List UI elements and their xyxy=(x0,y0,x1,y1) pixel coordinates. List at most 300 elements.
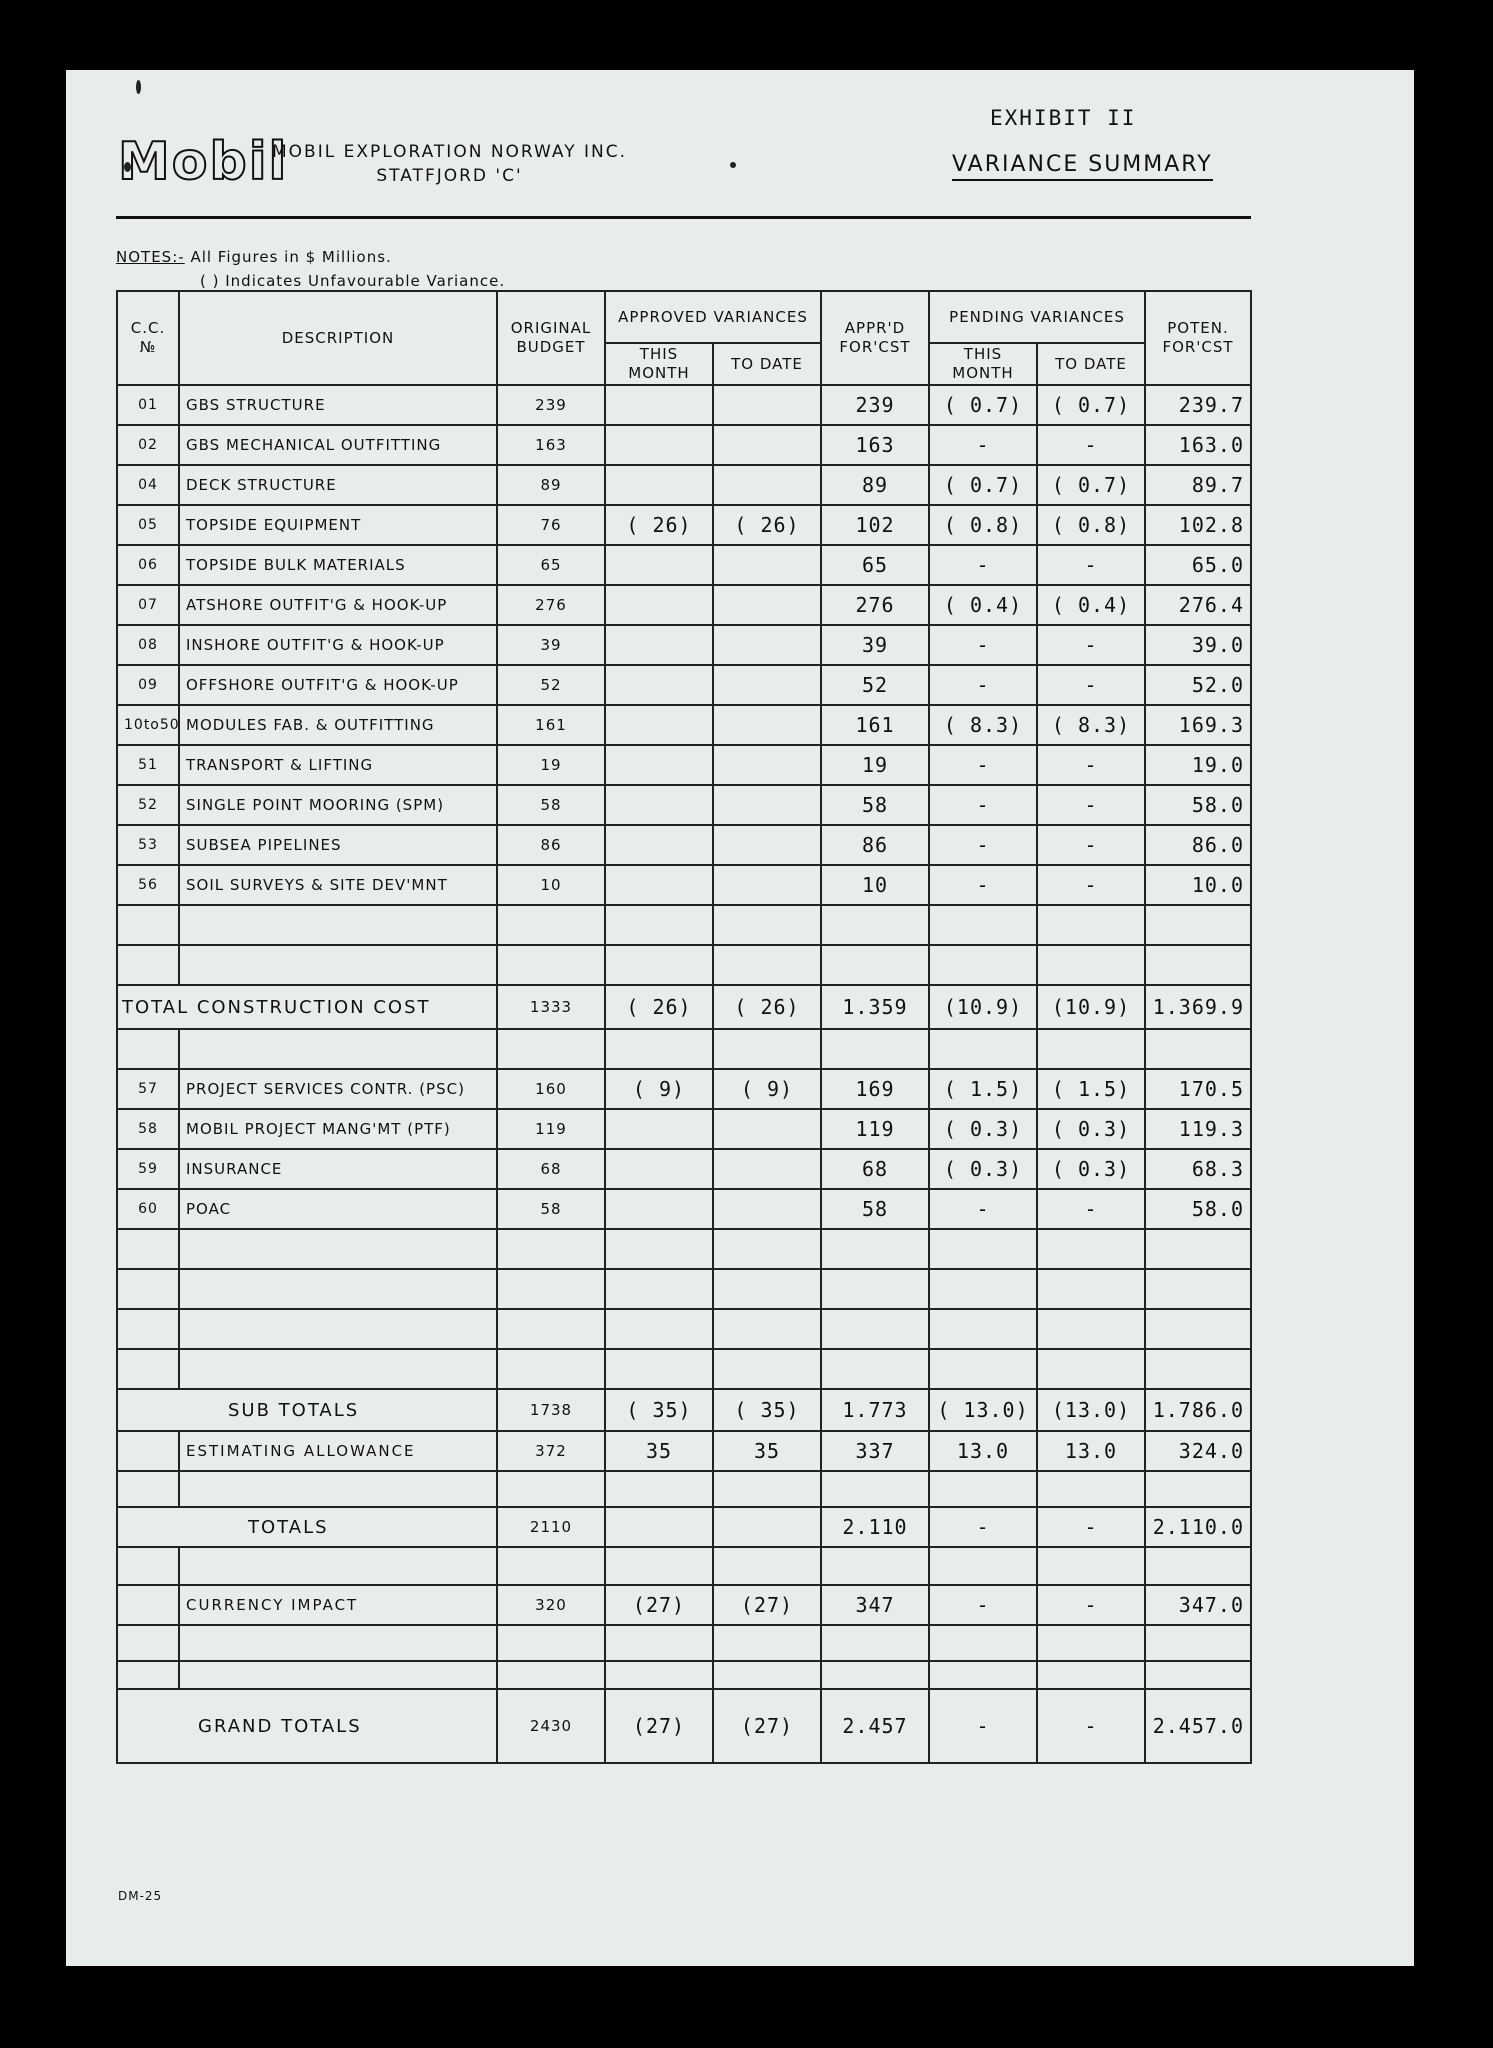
approved-to-date xyxy=(713,1269,821,1309)
pending-this-month: - xyxy=(929,825,1037,865)
document-title: VARIANCE SUMMARY xyxy=(952,152,1213,181)
pending-this-month: ( 0.8) xyxy=(929,505,1037,545)
original-budget: 1738 xyxy=(497,1389,605,1431)
pending-to-date: ( 0.7) xyxy=(1037,465,1145,505)
pending-to-date: - xyxy=(1037,625,1145,665)
blank-cell xyxy=(821,1547,929,1585)
blank-cell xyxy=(929,1625,1037,1661)
approved-this-month xyxy=(605,865,713,905)
apprd-forcst xyxy=(821,1229,929,1269)
pending-this-month: - xyxy=(929,1507,1037,1547)
blank-cell xyxy=(929,1661,1037,1689)
pending-this-month: ( 0.7) xyxy=(929,465,1037,505)
original-budget: 10 xyxy=(497,865,605,905)
description: MODULES FAB. & OUTFITTING xyxy=(179,705,497,745)
apprd-forcst: 19 xyxy=(821,745,929,785)
blank-cell xyxy=(1145,1661,1251,1689)
blank-cell xyxy=(713,1547,821,1585)
poten-forcst: 2.110.0 xyxy=(1145,1507,1251,1547)
poten-forcst: 58.0 xyxy=(1145,785,1251,825)
poten-forcst: 10.0 xyxy=(1145,865,1251,905)
exhibit-label: EXHIBIT II xyxy=(990,106,1137,130)
approved-this-month: (27) xyxy=(605,1689,713,1763)
apprd-forcst: 1.359 xyxy=(821,985,929,1029)
description: INSURANCE xyxy=(179,1149,497,1189)
original-budget: 39 xyxy=(497,625,605,665)
approved-to-date xyxy=(713,665,821,705)
description: GBS STRUCTURE xyxy=(179,385,497,425)
sub-totals-row-label: SUB TOTALS xyxy=(117,1389,497,1431)
pending-this-month: ( 0.4) xyxy=(929,585,1037,625)
original-budget: 163 xyxy=(497,425,605,465)
pending-this-month xyxy=(929,1269,1037,1309)
description: TRANSPORT & LIFTING xyxy=(179,745,497,785)
poten-forcst: 39.0 xyxy=(1145,625,1251,665)
pending-this-month: - xyxy=(929,1689,1037,1763)
pending-this-month: - xyxy=(929,1189,1037,1229)
table-row xyxy=(117,545,1251,585)
totals-row xyxy=(117,1507,1251,1547)
description: TOPSIDE EQUIPMENT xyxy=(179,505,497,545)
approved-to-date: ( 9) xyxy=(713,1069,821,1109)
approved-this-month: ( 9) xyxy=(605,1069,713,1109)
approved-to-date xyxy=(713,1109,821,1149)
table-row xyxy=(117,385,1251,425)
approved-to-date: (27) xyxy=(713,1689,821,1763)
original-budget: 52 xyxy=(497,665,605,705)
blank-cell xyxy=(117,1547,179,1585)
blank-cell xyxy=(605,1471,713,1507)
blank-cell xyxy=(821,1471,929,1507)
pending-to-date: - xyxy=(1037,1689,1145,1763)
blank-cell xyxy=(713,1471,821,1507)
pending-to-date: ( 0.3) xyxy=(1037,1149,1145,1189)
apprd-forcst xyxy=(821,1269,929,1309)
approved-this-month xyxy=(605,945,713,985)
approved-this-month xyxy=(605,385,713,425)
apprd-forcst: 10 xyxy=(821,865,929,905)
approved-this-month xyxy=(605,585,713,625)
col-av-to-date: TO DATE xyxy=(713,343,821,385)
pending-to-date: - xyxy=(1037,785,1145,825)
blank-cell xyxy=(117,1661,179,1689)
original-budget: 239 xyxy=(497,385,605,425)
poten-forcst: 163.0 xyxy=(1145,425,1251,465)
poten-forcst: 52.0 xyxy=(1145,665,1251,705)
apprd-forcst: 337 xyxy=(821,1431,929,1471)
blank-cell xyxy=(117,1471,179,1507)
cc-number xyxy=(117,1309,179,1349)
approved-this-month: ( 35) xyxy=(605,1389,713,1431)
cc-number: 53 xyxy=(117,825,179,865)
description: DECK STRUCTURE xyxy=(179,465,497,505)
cc-number: 56 xyxy=(117,865,179,905)
blank-cell xyxy=(713,1625,821,1661)
description: MOBIL PROJECT MANG'MT (PTF) xyxy=(179,1109,497,1149)
cc-number: 51 xyxy=(117,745,179,785)
pending-this-month: - xyxy=(929,665,1037,705)
approved-to-date xyxy=(713,705,821,745)
approved-to-date xyxy=(713,905,821,945)
apprd-forcst xyxy=(821,945,929,985)
grand-totals-row-label: GRAND TOTALS xyxy=(117,1689,497,1763)
approved-to-date: (27) xyxy=(713,1585,821,1625)
cc-number: 09 xyxy=(117,665,179,705)
pending-to-date: ( 8.3) xyxy=(1037,705,1145,745)
approved-to-date xyxy=(713,785,821,825)
cc-number xyxy=(117,1349,179,1389)
blank-cell xyxy=(117,1625,179,1661)
pending-to-date: - xyxy=(1037,745,1145,785)
variance-table xyxy=(116,290,1252,1764)
table-row xyxy=(117,625,1251,665)
cc-number: 08 xyxy=(117,625,179,665)
cc-number xyxy=(117,945,179,985)
original-budget: 76 xyxy=(497,505,605,545)
scan-speck xyxy=(136,80,141,94)
notes-line-2: ( ) Indicates Unfavourable Variance. xyxy=(200,272,506,290)
pending-this-month xyxy=(929,1309,1037,1349)
blank-cell xyxy=(1037,1661,1145,1689)
pending-this-month xyxy=(929,1349,1037,1389)
pending-to-date: ( 0.4) xyxy=(1037,585,1145,625)
approved-to-date: ( 26) xyxy=(713,505,821,545)
blank-cell xyxy=(1145,1625,1251,1661)
poten-forcst xyxy=(1145,1029,1251,1069)
sub-totals-row xyxy=(117,1389,1251,1431)
description: PROJECT SERVICES CONTR. (PSC) xyxy=(179,1069,497,1109)
cc-number: 59 xyxy=(117,1149,179,1189)
blank-cell xyxy=(1037,1625,1145,1661)
company-name: MOBIL EXPLORATION NORWAY INC. xyxy=(272,142,628,162)
approved-this-month xyxy=(605,785,713,825)
totals-row-label: TOTALS xyxy=(117,1507,497,1547)
description xyxy=(179,905,497,945)
total-construction-row-label: TOTAL CONSTRUCTION COST xyxy=(117,985,497,1029)
cc-number: 60 xyxy=(117,1189,179,1229)
table-row xyxy=(117,945,1251,985)
original-budget xyxy=(497,945,605,985)
col-pending-variances: PENDING VARIANCES xyxy=(929,291,1145,343)
blank-cell xyxy=(605,1547,713,1585)
currency-impact-row xyxy=(117,1585,1251,1625)
blank-cell xyxy=(929,1471,1037,1507)
original-budget: 19 xyxy=(497,745,605,785)
blank-row xyxy=(117,1661,1251,1689)
approved-to-date: ( 26) xyxy=(713,985,821,1029)
pending-to-date: ( 0.8) xyxy=(1037,505,1145,545)
approved-this-month: 35 xyxy=(605,1431,713,1471)
cc-number: 04 xyxy=(117,465,179,505)
poten-forcst: 65.0 xyxy=(1145,545,1251,585)
pending-this-month: ( 0.3) xyxy=(929,1149,1037,1189)
table-row xyxy=(117,825,1251,865)
blank-cell xyxy=(179,1471,497,1507)
blank-cell xyxy=(1037,1547,1145,1585)
description xyxy=(179,1229,497,1269)
blank-cell xyxy=(497,1547,605,1585)
approved-this-month xyxy=(605,665,713,705)
table-row xyxy=(117,1349,1251,1389)
blank-cell xyxy=(497,1625,605,1661)
apprd-forcst xyxy=(821,1309,929,1349)
poten-forcst xyxy=(1145,1269,1251,1309)
blank-cell xyxy=(1145,1471,1251,1507)
pending-to-date xyxy=(1037,1229,1145,1269)
apprd-forcst: 2.457 xyxy=(821,1689,929,1763)
pending-this-month: (10.9) xyxy=(929,985,1037,1029)
original-budget: 58 xyxy=(497,1189,605,1229)
description: INSHORE OUTFIT'G & HOOK-UP xyxy=(179,625,497,665)
original-budget xyxy=(497,1229,605,1269)
apprd-forcst: 119 xyxy=(821,1109,929,1149)
table-row xyxy=(117,1189,1251,1229)
pending-to-date: - xyxy=(1037,825,1145,865)
approved-this-month: ( 26) xyxy=(605,985,713,1029)
pending-this-month xyxy=(929,945,1037,985)
pending-this-month xyxy=(929,905,1037,945)
table-row xyxy=(117,585,1251,625)
pending-to-date xyxy=(1037,1269,1145,1309)
currency-impact-row-label: CURRENCY IMPACT xyxy=(179,1585,497,1625)
apprd-forcst xyxy=(821,1349,929,1389)
table-row xyxy=(117,745,1251,785)
original-budget: 86 xyxy=(497,825,605,865)
apprd-forcst: 58 xyxy=(821,785,929,825)
pending-to-date: - xyxy=(1037,425,1145,465)
pending-to-date: (13.0) xyxy=(1037,1389,1145,1431)
table-row xyxy=(117,865,1251,905)
poten-forcst: 68.3 xyxy=(1145,1149,1251,1189)
notes-block xyxy=(116,245,505,293)
original-budget xyxy=(497,1029,605,1069)
pending-this-month: ( 0.7) xyxy=(929,385,1037,425)
approved-this-month xyxy=(605,1309,713,1349)
description xyxy=(179,1309,497,1349)
approved-this-month xyxy=(605,425,713,465)
col-cc: C.C. № xyxy=(117,291,179,385)
approved-to-date xyxy=(713,625,821,665)
notes-line-1: All Figures in $ Millions. xyxy=(190,248,392,266)
pending-to-date xyxy=(1037,905,1145,945)
poten-forcst xyxy=(1145,1349,1251,1389)
poten-forcst: 1.369.9 xyxy=(1145,985,1251,1029)
approved-to-date xyxy=(713,1029,821,1069)
pending-to-date: ( 1.5) xyxy=(1037,1069,1145,1109)
poten-forcst: 119.3 xyxy=(1145,1109,1251,1149)
original-budget: 276 xyxy=(497,585,605,625)
pending-to-date xyxy=(1037,1349,1145,1389)
approved-this-month xyxy=(605,1109,713,1149)
approved-this-month xyxy=(605,1029,713,1069)
poten-forcst: 1.786.0 xyxy=(1145,1389,1251,1431)
col-pv-this-month: THIS MONTH xyxy=(929,343,1037,385)
original-budget: 372 xyxy=(497,1431,605,1471)
blank-cell xyxy=(497,1471,605,1507)
approved-this-month xyxy=(605,1507,713,1547)
table-row xyxy=(117,905,1251,945)
approved-this-month xyxy=(605,545,713,585)
pending-to-date: - xyxy=(1037,545,1145,585)
col-apprd-forcst: APPR'D FOR'CST xyxy=(821,291,929,385)
table-row xyxy=(117,1109,1251,1149)
blank-row xyxy=(117,1471,1251,1507)
poten-forcst xyxy=(1145,1309,1251,1349)
form-number: DM-25 xyxy=(118,1889,163,1903)
poten-forcst: 86.0 xyxy=(1145,825,1251,865)
apprd-forcst: 58 xyxy=(821,1189,929,1229)
approved-to-date xyxy=(713,385,821,425)
description: GBS MECHANICAL OUTFITTING xyxy=(179,425,497,465)
apprd-forcst: 2.110 xyxy=(821,1507,929,1547)
approved-to-date: 35 xyxy=(713,1431,821,1471)
approved-this-month: (27) xyxy=(605,1585,713,1625)
description xyxy=(179,1269,497,1309)
poten-forcst: 324.0 xyxy=(1145,1431,1251,1471)
blank-cell xyxy=(497,1661,605,1689)
pending-to-date: - xyxy=(1037,1189,1145,1229)
original-budget: 320 xyxy=(497,1585,605,1625)
mobil-logo: Mobil xyxy=(118,132,289,192)
pending-this-month: - xyxy=(929,785,1037,825)
original-budget xyxy=(497,1349,605,1389)
approved-this-month xyxy=(605,1229,713,1269)
pending-this-month: 13.0 xyxy=(929,1431,1037,1471)
apprd-forcst: 347 xyxy=(821,1585,929,1625)
approved-to-date xyxy=(713,1189,821,1229)
apprd-forcst: 276 xyxy=(821,585,929,625)
description xyxy=(179,1349,497,1389)
pending-this-month: - xyxy=(929,425,1037,465)
pending-this-month xyxy=(929,1229,1037,1269)
pending-to-date xyxy=(1037,945,1145,985)
approved-this-month xyxy=(605,1189,713,1229)
notes-label: NOTES:- xyxy=(116,248,185,266)
description: OFFSHORE OUTFIT'G & HOOK-UP xyxy=(179,665,497,705)
pending-this-month: - xyxy=(929,745,1037,785)
blank-row xyxy=(117,1547,1251,1585)
approved-this-month xyxy=(605,625,713,665)
apprd-forcst: 161 xyxy=(821,705,929,745)
poten-forcst: 89.7 xyxy=(1145,465,1251,505)
apprd-forcst: 239 xyxy=(821,385,929,425)
cc-number xyxy=(117,1269,179,1309)
cc-number xyxy=(117,905,179,945)
original-budget: 58 xyxy=(497,785,605,825)
apprd-forcst xyxy=(821,1029,929,1069)
cc-number: 52 xyxy=(117,785,179,825)
apprd-forcst: 1.773 xyxy=(821,1389,929,1431)
description: SINGLE POINT MOORING (SPM) xyxy=(179,785,497,825)
blank-cell xyxy=(605,1661,713,1689)
approved-this-month xyxy=(605,905,713,945)
original-budget: 65 xyxy=(497,545,605,585)
pending-to-date xyxy=(1037,1309,1145,1349)
cc-number: 57 xyxy=(117,1069,179,1109)
original-budget xyxy=(497,905,605,945)
company-header xyxy=(272,140,627,188)
description xyxy=(179,945,497,985)
scan-speck xyxy=(730,162,736,168)
pending-to-date: - xyxy=(1037,1585,1145,1625)
pending-this-month: ( 0.3) xyxy=(929,1109,1037,1149)
table-row xyxy=(117,505,1251,545)
apprd-forcst: 52 xyxy=(821,665,929,705)
approved-this-month xyxy=(605,825,713,865)
approved-to-date xyxy=(713,745,821,785)
table-row xyxy=(117,425,1251,465)
blank-cell xyxy=(1037,1471,1145,1507)
approved-to-date xyxy=(713,945,821,985)
poten-forcst: 19.0 xyxy=(1145,745,1251,785)
original-budget: 2430 xyxy=(497,1689,605,1763)
cc-number xyxy=(117,1029,179,1069)
table-row xyxy=(117,705,1251,745)
col-approved-variances: APPROVED VARIANCES xyxy=(605,291,821,343)
poten-forcst: 2.457.0 xyxy=(1145,1689,1251,1763)
estimating-allowance-row-label: ESTIMATING ALLOWANCE xyxy=(179,1431,497,1471)
blank-cell xyxy=(179,1625,497,1661)
blank-cell xyxy=(821,1625,929,1661)
approved-this-month xyxy=(605,1149,713,1189)
approved-to-date xyxy=(713,585,821,625)
col-pv-to-date: TO DATE xyxy=(1037,343,1145,385)
col-poten-forcst: POTEN. FOR'CST xyxy=(1145,291,1251,385)
apprd-forcst: 169 xyxy=(821,1069,929,1109)
table-row xyxy=(117,1149,1251,1189)
blank-cell xyxy=(605,1625,713,1661)
pending-to-date: ( 0.3) xyxy=(1037,1109,1145,1149)
cc-number xyxy=(117,1431,179,1471)
cc-number: 02 xyxy=(117,425,179,465)
pending-to-date: - xyxy=(1037,665,1145,705)
table-row xyxy=(117,785,1251,825)
approved-this-month xyxy=(605,1349,713,1389)
original-budget: 89 xyxy=(497,465,605,505)
table-row xyxy=(117,1069,1251,1109)
approved-to-date xyxy=(713,425,821,465)
cc-number: 58 xyxy=(117,1109,179,1149)
blank-cell xyxy=(179,1547,497,1585)
table-row xyxy=(117,465,1251,505)
approved-to-date xyxy=(713,1309,821,1349)
cc-number: 07 xyxy=(117,585,179,625)
poten-forcst: 102.8 xyxy=(1145,505,1251,545)
poten-forcst: 239.7 xyxy=(1145,385,1251,425)
pending-to-date: - xyxy=(1037,865,1145,905)
original-budget: 160 xyxy=(497,1069,605,1109)
apprd-forcst: 86 xyxy=(821,825,929,865)
table-row xyxy=(117,1309,1251,1349)
approved-this-month xyxy=(605,1269,713,1309)
pending-this-month: ( 1.5) xyxy=(929,1069,1037,1109)
poten-forcst: 169.3 xyxy=(1145,705,1251,745)
description: SOIL SURVEYS & SITE DEV'MNT xyxy=(179,865,497,905)
blank-cell xyxy=(929,1547,1037,1585)
description: ATSHORE OUTFIT'G & HOOK-UP xyxy=(179,585,497,625)
cc-number: 06 xyxy=(117,545,179,585)
cc-number: 10to50 xyxy=(117,705,179,745)
description: SUBSEA PIPELINES xyxy=(179,825,497,865)
approved-to-date xyxy=(713,465,821,505)
approved-to-date xyxy=(713,825,821,865)
cc-number: 01 xyxy=(117,385,179,425)
pending-this-month: - xyxy=(929,625,1037,665)
approved-to-date xyxy=(713,545,821,585)
original-budget: 119 xyxy=(497,1109,605,1149)
approved-to-date xyxy=(713,1229,821,1269)
blank-row xyxy=(117,1625,1251,1661)
